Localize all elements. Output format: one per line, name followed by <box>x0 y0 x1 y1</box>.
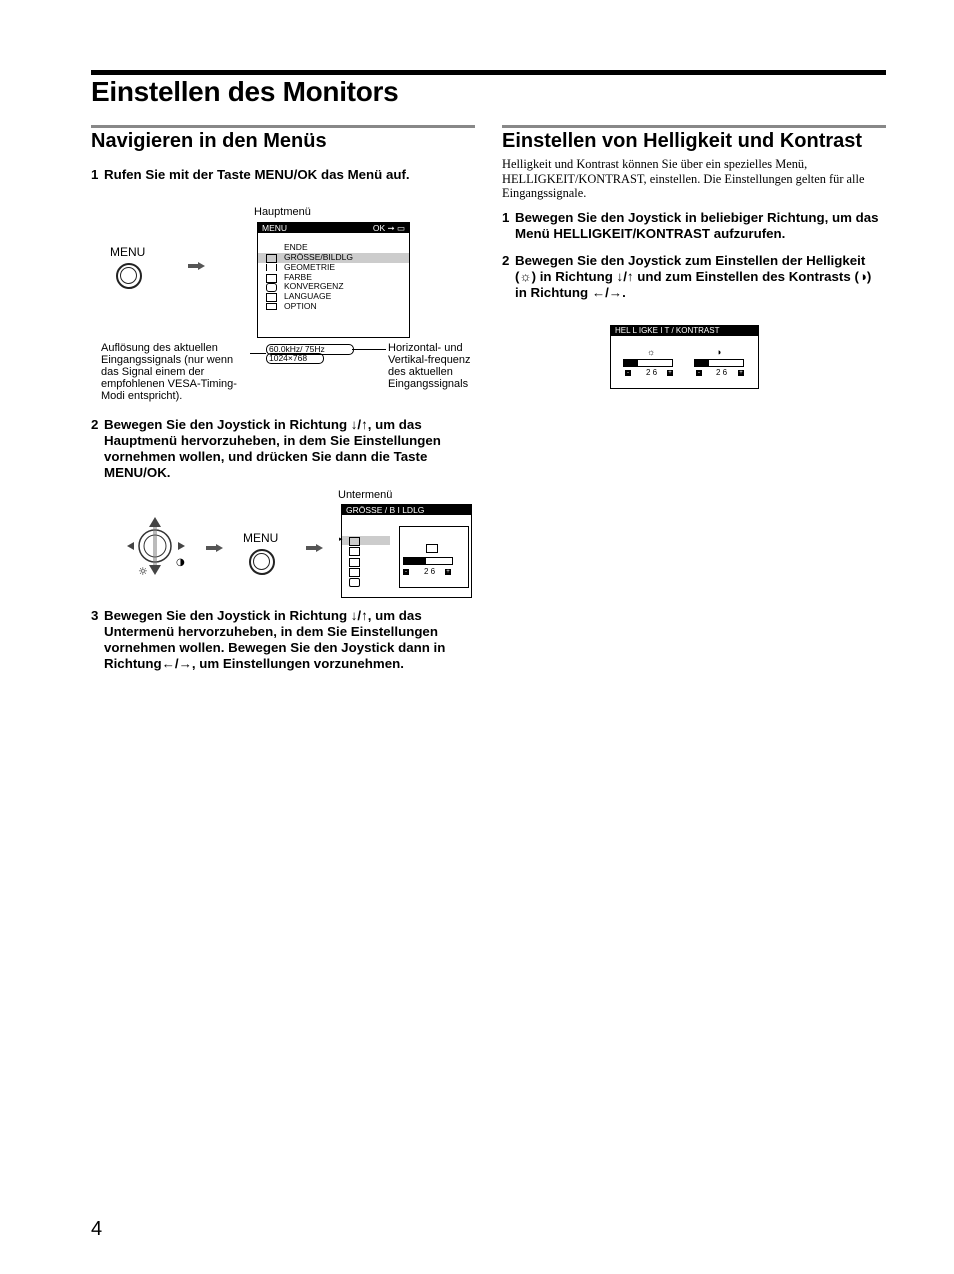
main-menu-caption: Hauptmenü <box>254 206 311 218</box>
menu-button-icon <box>249 549 275 575</box>
left-step-2 <box>91 417 475 483</box>
submenu-caption: Untermenü <box>338 489 393 501</box>
screen-header: HEL L IGKE I T / KONTRAST <box>611 326 758 336</box>
size-icon <box>266 254 277 263</box>
step-text: Rufen Sie mit der Taste MENU/OK das Menü auf. <box>104 167 410 182</box>
option-icon <box>266 303 277 310</box>
right-step-1 <box>502 210 886 244</box>
screen-header-left: MENU <box>262 223 288 233</box>
leader-line-right <box>352 349 386 350</box>
step-number: 2 <box>91 417 99 432</box>
section-rule-left <box>91 125 475 128</box>
size-icon <box>349 537 360 546</box>
minus-icon: - <box>698 370 700 376</box>
resolution-note: Auflösung des aktuellen Eingangssignals (nur wenn das Signal einem der empfohlenen VESA-Timing-Modi entspricht). <box>101 342 237 402</box>
plus-icon: + <box>668 370 672 376</box>
step-text: Bewegen Sie den Joystick in Richtung ↓/↑, um das Hauptmenü hervorzuheben, in dem Sie Einstellungen vornehmen wollen, und drücken Sie dann die Taste MENU/OK. <box>104 417 441 480</box>
menu-button-label: MENU <box>243 531 279 545</box>
step-text: Bewegen Sie den Joystick in beliebiger Richtung, um das Menü HELLIGKEIT/KONTRAST aufzurufen. <box>515 210 879 241</box>
geometry-icon <box>266 264 277 271</box>
frequency-note: Horizontal- und Vertikal-frequenz des aktuellen Eingangssignals <box>388 342 471 390</box>
screen-header: GRÖSSE / B I LDLG <box>342 505 471 515</box>
screen-header-right: OK ➞ ▭ <box>372 223 405 233</box>
main-menu-screen <box>257 222 410 338</box>
frequency-readout: 60.0kHz/ 75Hz <box>266 344 354 355</box>
convergence-icon <box>266 283 277 292</box>
pointer-icon: ▸ <box>339 536 343 543</box>
left-step-1 <box>91 167 475 185</box>
menu-button-label: MENU <box>110 245 146 259</box>
right-step-2 <box>502 253 886 303</box>
menu-item-language: LANGUAGE <box>284 291 332 301</box>
adjust-panel <box>399 526 469 588</box>
hsize-icon <box>349 558 360 567</box>
level-bar <box>403 557 453 565</box>
zoom-icon <box>349 578 360 587</box>
resolution-readout: 1024×768 <box>266 353 324 364</box>
color-icon <box>266 274 277 283</box>
step-number: 1 <box>502 210 510 225</box>
plus-icon: + <box>446 569 450 575</box>
plus-icon: + <box>739 370 743 376</box>
menu-item-farbe: FARBE <box>284 272 312 282</box>
menu-button-icon <box>116 263 142 289</box>
left-step-3 <box>91 608 475 674</box>
size-icon <box>426 544 438 553</box>
value-readout: 2 6 <box>424 567 436 576</box>
title-rule <box>91 70 886 75</box>
submenu-screen <box>341 504 472 598</box>
joystick-icon <box>124 515 186 577</box>
screen-header <box>258 223 409 233</box>
menu-item-konvergenz: KONVERGENZ <box>284 281 344 291</box>
step-number: 2 <box>502 253 510 268</box>
contrast-value: 2 6 <box>716 368 728 377</box>
section-heading-right: Einstellen von Helligkeit und Kontrast <box>502 130 863 152</box>
minus-icon: - <box>627 370 629 376</box>
contrast-bar <box>694 359 744 367</box>
menu-item-geometrie: GEOMETRIE <box>284 262 336 272</box>
section-heading-left: Navigieren in den Menüs <box>91 130 327 152</box>
contrast-icon: ◑ <box>716 347 722 357</box>
center-icon <box>349 547 360 556</box>
section-rule-right <box>502 125 886 128</box>
menu-item-groesse: GRÖSSE/BILDLG <box>284 252 353 262</box>
brightness-value: 2 6 <box>646 368 658 377</box>
menu-item-option: OPTION <box>284 301 317 311</box>
svg-text:☼: ☼ <box>138 565 148 578</box>
vsize-icon <box>349 568 360 577</box>
step-text: Bewegen Sie den Joystick in Richtung ↓/↑, um das Untermenü hervorzuheben, in dem Sie Einstellungen vornehmen wollen. Bewegen Sie den Joystick dann in Richtung←/→, um Einstellungen vorzunehmen. <box>104 608 446 671</box>
brightness-bar <box>623 359 673 367</box>
brightness-contrast-screen <box>610 325 759 389</box>
intro-paragraph: Helligkeit und Kontrast können Sie über ein spezielles Menü, HELLIGKEIT/KONTRAST, einstellen. Die Einstellungen gelten für alle Eingangssignale. <box>502 157 865 200</box>
step-text: Bewegen Sie den Joystick zum Einstellen der Helligkeit (☼) in Richtung ↓/↑ und zum Einstellen des Kontrasts (◑) in Richtung ←/→. <box>515 253 872 300</box>
menu-item-ende: ENDE <box>284 242 308 252</box>
svg-text:◑: ◑ <box>176 557 185 568</box>
language-icon <box>266 293 277 302</box>
minus-icon: - <box>405 569 407 575</box>
brightness-icon: ☼ <box>647 347 656 357</box>
step-number: 1 <box>91 167 99 182</box>
step-number: 3 <box>91 608 99 623</box>
page-number: 4 <box>91 1218 103 1240</box>
page-title: Einstellen des Monitors <box>91 76 399 107</box>
